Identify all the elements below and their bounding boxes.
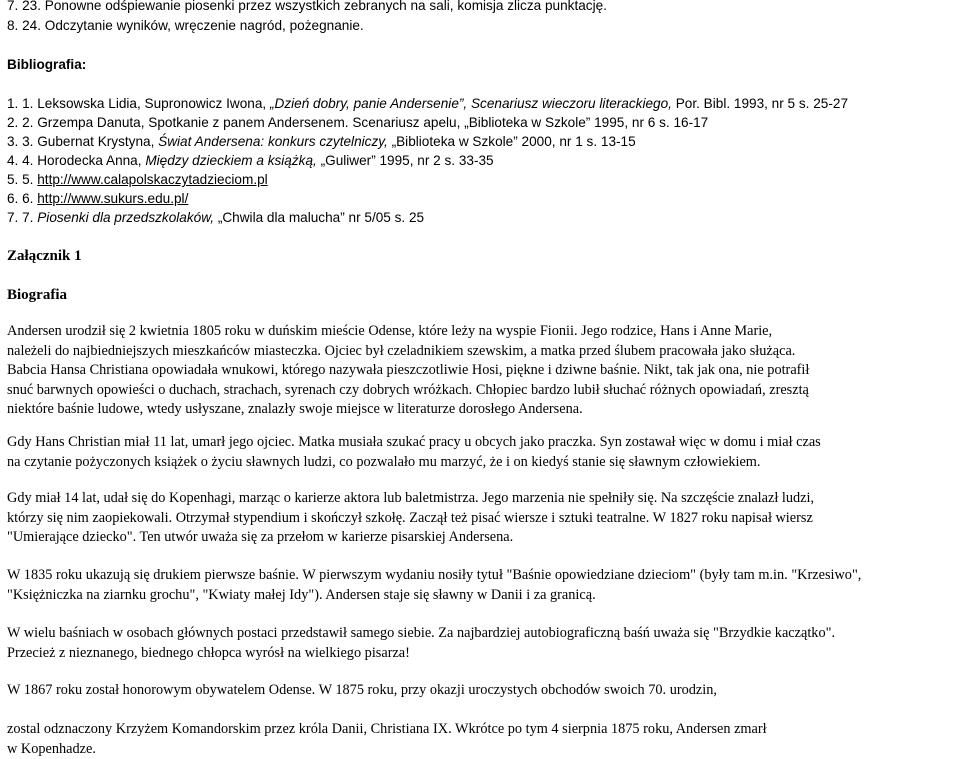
paragraph-line: Gdy miał 14 lat, udał się do Kopenhagi, marząc o karierze aktora lub baletmistrza. Jego marzenia nie spełniły się. Na szczęście znalazł ludzi, xyxy=(7,489,957,509)
item-number: 5. 5. xyxy=(7,172,37,187)
item-title: „Dzień dobry, panie Andersenie”, Scenariusz wieczoru literackiego, xyxy=(270,96,672,111)
biography-heading: Biografia xyxy=(7,286,67,304)
paragraph-line: na czytanie pożyczonych książek o życiu sławnych ludzi, co pozwalało mu marzyć, że i on kiedyś stanie się sławnym człowiekiem. xyxy=(7,453,957,473)
paragraph-line: "Umierające dziecko". Ten utwór uważa się za przełom w karierze pisarskiej Andersena. xyxy=(7,528,957,548)
paragraph-line: w Kopenhadze. xyxy=(7,740,957,759)
item-number: 6. 6. xyxy=(7,191,37,206)
item-author: Horodecka Anna, xyxy=(37,153,145,168)
paragraph-line: Babcia Hansa Christiana opowiadała wnukowi, którego nazywała pieszczotliwie Hosi, piękne i dziwne baśnie. Nikt, tak jak ona, nie potrafił xyxy=(7,361,957,381)
item-number: 7. 7. xyxy=(7,210,37,225)
paragraph xyxy=(7,624,957,663)
bibliography-item xyxy=(7,209,424,227)
item-number: 2. 2. xyxy=(7,115,37,130)
bibliography-item xyxy=(7,171,268,189)
paragraph-line: Przecież z nieznanego, biednego chłopca wyrósł na wielkiego pisarza! xyxy=(7,644,957,664)
item-source: „Chwila dla malucha” nr 5/05 s. 25 xyxy=(214,210,424,225)
paragraph-line: którzy się nim zaopiekowali. Otrzymał stypendium i skończył szkołę. Zaczął też pisać wiersze i sztuki teatralne. W 1827 roku napisał wiersz xyxy=(7,509,957,529)
list-item-24: 8. 24. Odczytanie wyników, wręczenie nagród, pożegnanie. xyxy=(7,17,364,35)
bibliography-link[interactable]: http://www.calapolskaczytadzieciom.pl xyxy=(37,172,267,187)
item-author: Grzempa Danuta, Spotkanie z panem Andersenem. Scenariusz apelu, xyxy=(37,115,464,130)
item-source: „Biblioteka w Szkole” 2000, nr 1 s. 13-15 xyxy=(388,134,636,149)
item-title: Świat Andersena: konkurs czytelniczy, xyxy=(158,134,388,149)
paragraph xyxy=(7,681,957,701)
item-title: Piosenki dla przedszkolaków, xyxy=(37,210,214,225)
item-number: 3. 3. xyxy=(7,134,37,149)
paragraph-line: snuć barwnych opowieści o duchach, strachach, syrenach czy dobrych wróżkach. Chłopiec bardzo lubił słuchać różnych opowiadań, zresztą xyxy=(7,381,957,401)
bibliography-item xyxy=(7,190,188,208)
bibliography-heading: Bibliografia: xyxy=(7,56,86,74)
bibliography-item xyxy=(7,152,494,170)
paragraph xyxy=(7,720,957,759)
item-author: Leksowska Lidia, Supronowicz Iwona, xyxy=(37,96,270,111)
paragraph-line: Gdy Hans Christian miał 11 lat, umarł jego ojciec. Matka musiała szukać pracy u obcych jako praczka. Syn zostawał więc w domu i miał czas xyxy=(7,433,957,453)
bibliography-item xyxy=(7,114,708,132)
item-title: Między dzieckiem a książką, xyxy=(145,153,317,168)
list-item-23: 7. 23. Ponowne odśpiewanie piosenki przez wszystkich zebranych na sali, komisja zlicza punktację. xyxy=(7,0,607,15)
item-author: Gubernat Krystyna, xyxy=(37,134,158,149)
paragraph xyxy=(7,489,957,548)
paragraph-line: niektóre baśnie ludowe, wtedy usłyszane, znalazły swoje miejsce w literaturze dorosłego Andersena. xyxy=(7,400,957,420)
bibliography-item xyxy=(7,95,848,113)
paragraph-line: "Księżniczka na ziarnku grochu", "Kwiaty małej Idy"). Andersen staje się sławny w Danii i za granicą. xyxy=(7,586,957,606)
paragraph-line: zostal odznaczony Krzyżem Komandorskim przez króla Danii, Christiana IX. Wkrótce po tym 4 sierpnia 1875 roku, Andersen zmarł xyxy=(7,720,957,740)
item-number: 1. 1. xyxy=(7,96,37,111)
item-source: „Biblioteka w Szkole” 1995, nr 6 s. 16-17 xyxy=(464,115,708,130)
item-source: Por. Bibl. 1993, nr 5 s. 25-27 xyxy=(672,96,848,111)
paragraph-line: Andersen urodził się 2 kwietnia 1805 roku w duńskim mieście Odense, które leży na wyspie Fionii. Jego rodzice, Hans i Anne Marie, xyxy=(7,322,957,342)
paragraph-line: W 1835 roku ukazują się drukiem pierwsze baśnie. W pierwszym wydaniu nosiły tytuł "Baśnie opowiedziane dzieciom" (były tam m.in. "Krzesiwo", xyxy=(7,566,957,586)
paragraph-line: W 1867 roku został honorowym obywatelem Odense. W 1875 roku, przy okazji uroczystych obchodów swoich 70. urodzin, xyxy=(7,681,957,701)
item-number: 4. 4. xyxy=(7,153,37,168)
paragraph xyxy=(7,433,957,472)
item-source: „Guliwer” 1995, nr 2 s. 33-35 xyxy=(317,153,494,168)
paragraph xyxy=(7,566,957,605)
bibliography-link[interactable]: http://www.sukurs.edu.pl/ xyxy=(37,191,188,206)
paragraph-line: W wielu baśniach w osobach głównych postaci przedstawił samego siebie. Za najbardziej autobiograficzną baśń uważa się "Brzydkie kaczątko". xyxy=(7,624,957,644)
attachment-heading: Załącznik 1 xyxy=(7,247,82,265)
bibliography-item xyxy=(7,133,636,151)
paragraph-line: należeli do najbiedniejszych mieszkańców miasteczka. Ojciec był czeladnikiem szewskim, a matka przed ślubem pracowała jako służąca. xyxy=(7,342,957,362)
paragraph xyxy=(7,322,957,420)
